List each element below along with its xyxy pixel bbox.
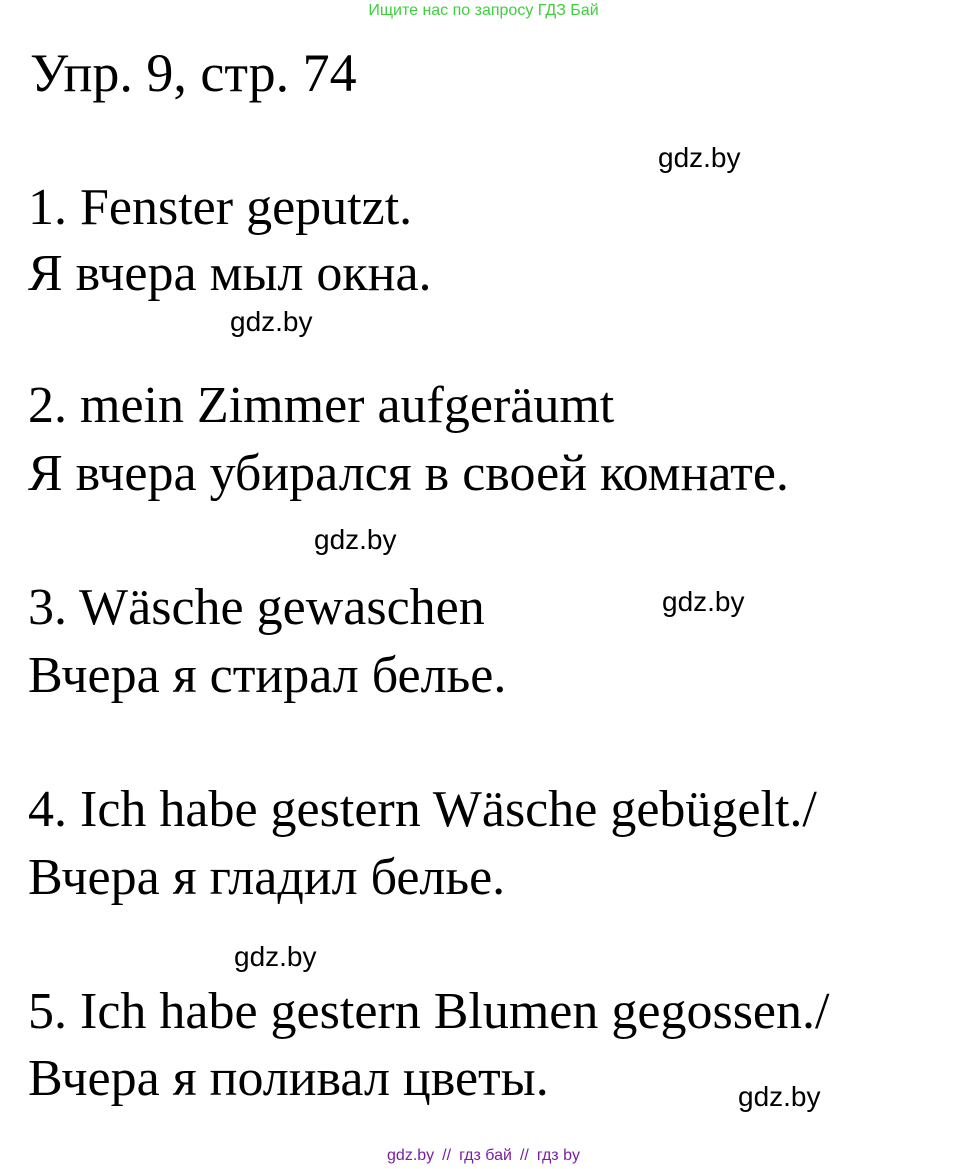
watermark: gdz.by (314, 524, 397, 555)
page-title: Упр. 9, стр. 74 (30, 43, 357, 103)
footer-link-gdz-by-mixed[interactable]: гдз by (536, 1147, 580, 1164)
item-4-russian: Вчера я гладил белье. (28, 849, 506, 906)
top-banner: Ищите нас по запросу ГДЗ Бай (368, 2, 599, 19)
watermark: gdz.by (234, 941, 317, 972)
item-1-german: 1. Fenster geputzt. (28, 179, 413, 236)
footer-link-gdz-by[interactable]: gdz.by (387, 1147, 435, 1164)
footer-link-gdz-bai[interactable]: гдз бай (459, 1147, 512, 1164)
item-5-russian: Вчера я поливал цветы. (28, 1050, 549, 1107)
watermark: gdz.by (230, 306, 313, 337)
item-3-german: 3. Wäsche gewaschen (28, 579, 485, 636)
watermark: gdz.by (738, 1081, 821, 1112)
watermark: gdz.by (662, 586, 745, 617)
item-3-russian: Вчера я стирал белье. (28, 647, 507, 704)
item-1-russian: Я вчера мыл окна. (28, 245, 432, 302)
watermark: gdz.by (658, 142, 741, 173)
item-5-german: 5. Ich habe gestern Blumen gegossen./ (28, 983, 830, 1040)
footer-separator: // (519, 1147, 529, 1164)
footer (0, 1146, 967, 1166)
item-2-german: 2. mein Zimmer aufgeräumt (28, 377, 615, 434)
item-4-german: 4. Ich habe gestern Wäsche gebügelt./ (28, 781, 817, 838)
item-2-russian: Я вчера убирался в своей комнате. (28, 445, 789, 502)
footer-separator: // (442, 1147, 452, 1164)
